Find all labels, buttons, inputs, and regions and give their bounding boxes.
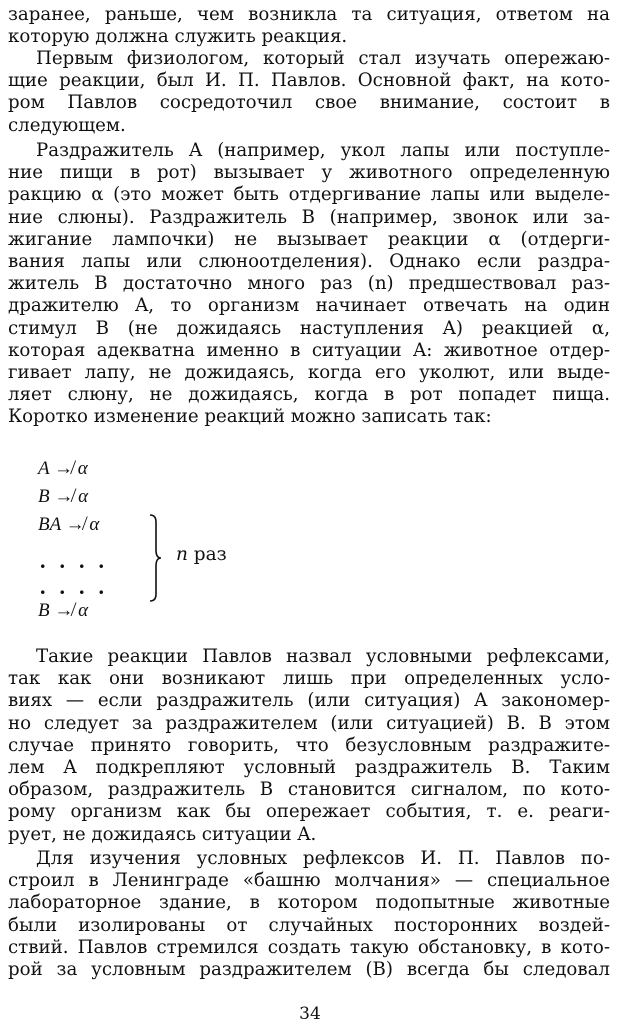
text-line: так как они возникают лишь при определенных усло- [8, 668, 610, 690]
text-line: ляет слюну, не дожидаясь, когда в рот попадет пища. [8, 384, 610, 406]
text-line: заранее, раньше, чем возникла та ситуация, ответом на [8, 4, 610, 25]
paragraph-pavlov-intro [8, 48, 610, 137]
text-line: рует, не дожидаясь ситуации A. [8, 823, 317, 845]
formula-row: A ↛ α [38, 458, 88, 479]
paragraph-conditioned-reflexes [8, 646, 610, 846]
text-line: которую должна служить реакция. [8, 26, 348, 48]
text-line: следующем. [8, 114, 126, 136]
text-line: вания лапы или слюноотделения). Однако если раздра- [8, 251, 610, 273]
formula-row: B ↛ α [38, 600, 89, 621]
text-line: ние пищи в рот) вызывает у животного определенную [8, 162, 610, 184]
text-line: но следует за раздражителем (или ситуацией) B. В этом [8, 712, 610, 734]
repeat-count-n: n [176, 544, 188, 565]
text-line: стимул B (не дожидаясь наступления A) реакцией α, [8, 317, 610, 339]
text-line: были изолированы от случайных посторонних воздей- [8, 914, 610, 936]
formula-dots-row: .... [40, 574, 118, 599]
text-line: дражителю A, то организм начинает отвечать на один [8, 295, 610, 317]
paragraph-continuation [8, 4, 610, 48]
paragraph-stimulus [8, 140, 610, 429]
curly-brace [148, 514, 162, 602]
text-line: ствий. Павлов стремился создать такую обстановку, в кото- [8, 936, 610, 958]
repeat-count-text: раз [187, 544, 227, 565]
text-line: Для изучения условных рефлексов И. П. Павлов по- [36, 848, 610, 869]
text-line: Такие реакции Павлов назвал условными рефлексами, [36, 646, 610, 667]
text-line: Коротко изменение реакций можно записать так: [8, 406, 492, 428]
text-line: Первым физиологом, который стал изучать опережаю- [36, 48, 610, 69]
text-line: Раздражитель A (например, укол лапы или поступле- [36, 140, 610, 161]
text-line: жигание лампочки) не вызывает реакции α (отдерги- [8, 228, 610, 250]
text-line: строил в Ленинграде «башню молчания» — специальное [8, 870, 610, 892]
text-line: случае принято говорить, что безусловным раздражите- [8, 734, 610, 756]
formula-row: BA ↛ α [38, 514, 100, 535]
text-line: ние слюны). Раздражитель B (например, звонок или за- [8, 206, 610, 228]
text-line: виях — если раздражитель (или ситуация) A закономер- [8, 690, 610, 712]
paragraph-tower-of-silence [8, 848, 610, 981]
page-number: 34 [299, 1004, 321, 1024]
text-line: рой за условным раздражителем (B) всегда бы следовал [8, 959, 610, 981]
text-line: ракцию α (это может быть отдергивание лапы или выделе- [8, 184, 610, 206]
text-line: которая адекватна именно в ситуации A: животное отдер- [8, 339, 610, 361]
text-line: лем A подкрепляют условный раздражитель B. Таким [8, 757, 610, 779]
text-line: рому организм как бы опережает события, т. е. реаги- [8, 801, 610, 823]
text-line: ром Павлов сосредоточил свое внимание, состоит в [8, 92, 610, 114]
text-line: образом, раздражитель B становится сигналом, по кото- [8, 779, 610, 801]
repeat-count-label [176, 544, 227, 565]
text-line: лабораторное здание, в котором подопытные животные [8, 892, 610, 914]
text-line: гивает лапу, не дожидаясь, когда его уколют, или выде- [8, 362, 610, 384]
formula-row: B ↛ α [38, 486, 89, 507]
text-line: житель B достаточно много раз (n) предшествовал раз- [8, 273, 610, 295]
text-line: щие реакции, был И. П. Павлов. Основной факт, на кото- [8, 70, 610, 92]
formula-dots-row: .... [40, 548, 118, 573]
